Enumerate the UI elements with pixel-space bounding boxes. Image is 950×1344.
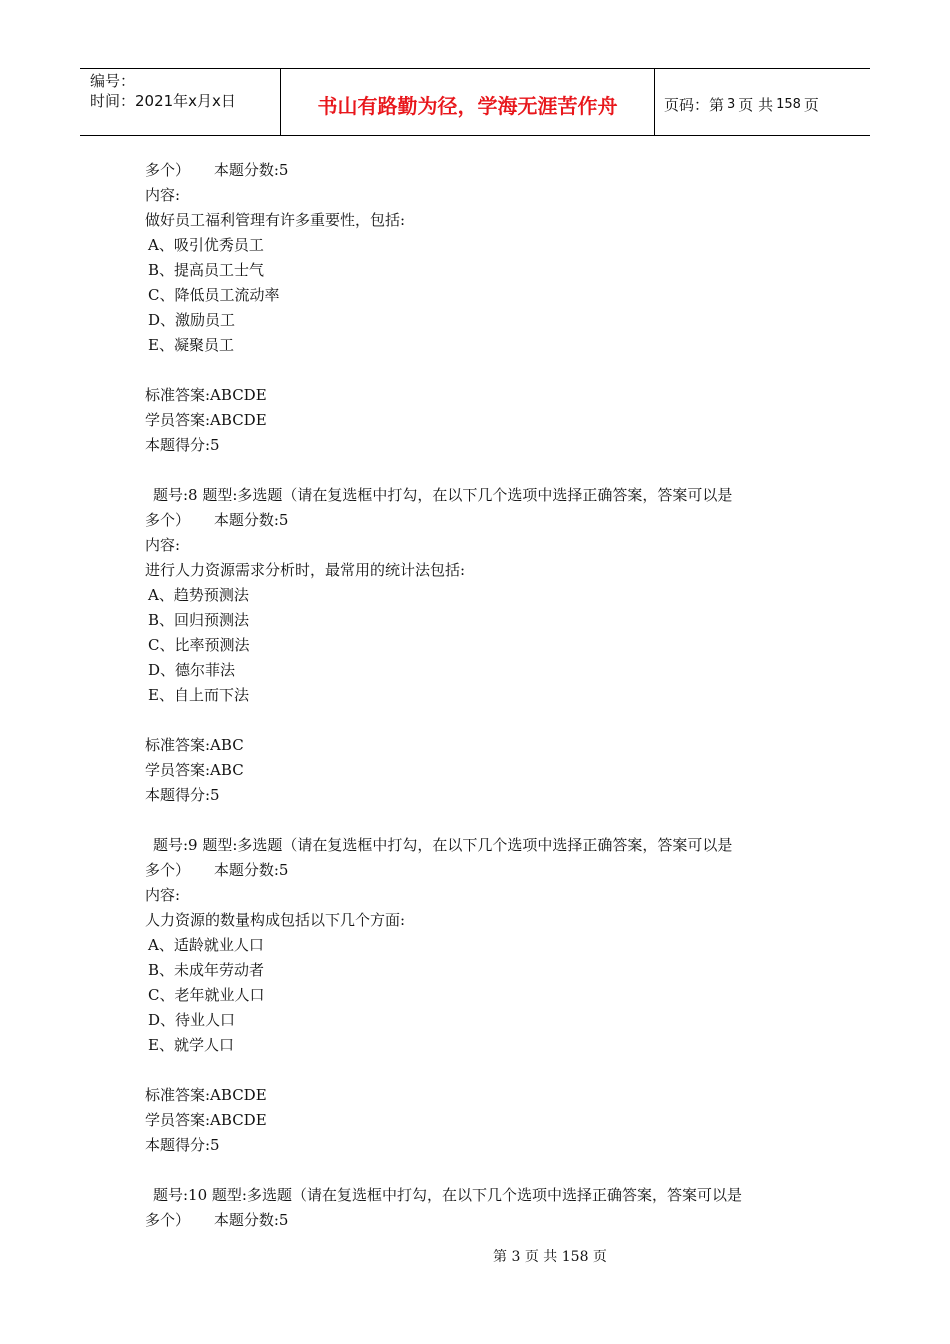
question-tail: 多个） 本题分数:5 (145, 511, 289, 529)
question-score: 本题得分:5 (145, 786, 220, 804)
page-footer: 第 3 页 共 158 页 (493, 1249, 607, 1265)
student-answer: 学员答案:ABCDE (145, 411, 267, 429)
option-a: A、趋势预测法 (148, 586, 249, 604)
option-e: E、凝聚员工 (148, 336, 234, 354)
option-b: B、未成年劳动者 (148, 961, 265, 979)
content-label: 内容: (145, 536, 181, 554)
question-block-continued (145, 158, 825, 483)
spacer (145, 708, 825, 733)
option-d: D、激励员工 (148, 311, 236, 329)
header-motto: 书山有路勤为径，学海无涯苦作舟 (281, 69, 655, 135)
question-text: 做好员工福利管理有许多重要性，包括: (145, 211, 406, 229)
question-text: 进行人力资源需求分析时，最常用的统计法包括: (145, 561, 466, 579)
spacer (145, 1158, 825, 1183)
option-e: E、自上而下法 (148, 686, 249, 704)
option-c: C、老年就业人口 (148, 986, 265, 1004)
question-tail: 多个） 本题分数:5 (145, 1211, 289, 1229)
content-label: 内容: (145, 886, 181, 904)
page-prefix: 页码：第 (664, 95, 725, 114)
spacer (145, 358, 825, 383)
page-total: 158 (776, 96, 801, 112)
spacer (145, 458, 825, 483)
question-score: 本题得分:5 (145, 436, 220, 454)
header-page-number (655, 69, 870, 135)
page-suffix: 页 (803, 95, 819, 114)
option-e: E、就学人口 (148, 1036, 234, 1054)
header-meta (80, 69, 281, 135)
option-c: C、比率预测法 (148, 636, 250, 654)
question-tail: 多个） 本题分数:5 (145, 861, 289, 879)
option-b: B、回归预测法 (148, 611, 250, 629)
serial-label: 编号： (90, 72, 136, 90)
time-label: 时间：2021年x月x日 (90, 92, 236, 110)
page-current: 3 (727, 96, 736, 112)
option-a: A、吸引优秀员工 (148, 236, 264, 254)
option-b: B、提高员工士气 (148, 261, 265, 279)
question-block-10 (145, 1183, 825, 1233)
question-score: 本题得分:5 (145, 1136, 220, 1154)
question-block-8 (145, 483, 825, 833)
standard-answer: 标准答案:ABCDE (145, 1086, 267, 1104)
option-d: D、德尔菲法 (148, 661, 236, 679)
question-head: 题号:8 题型:多选题（请在复选框中打勾，在以下几个选项中选择正确答案，答案可以是 (153, 486, 733, 504)
question-block-9 (145, 833, 825, 1183)
spacer (145, 1058, 825, 1083)
student-answer: 学员答案:ABC (145, 761, 244, 779)
question-tail: 多个） 本题分数:5 (145, 161, 289, 179)
spacer (145, 808, 825, 833)
student-answer: 学员答案:ABCDE (145, 1111, 267, 1129)
option-c: C、降低员工流动率 (148, 286, 280, 304)
question-head: 题号:9 题型:多选题（请在复选框中打勾，在以下几个选项中选择正确答案，答案可以是 (153, 836, 733, 854)
option-a: A、适龄就业人口 (148, 936, 264, 954)
question-text: 人力资源的数量构成包括以下几个方面: (145, 911, 406, 929)
page-mid: 页 共 (738, 95, 774, 114)
standard-answer: 标准答案:ABCDE (145, 386, 267, 404)
standard-answer: 标准答案:ABC (145, 736, 244, 754)
content-label: 内容: (145, 186, 181, 204)
question-head: 题号:10 题型:多选题（请在复选框中打勾，在以下几个选项中选择正确答案，答案可以是 (153, 1186, 742, 1204)
document-body (145, 158, 825, 1233)
page-header (80, 68, 870, 136)
option-d: D、待业人口 (148, 1011, 236, 1029)
